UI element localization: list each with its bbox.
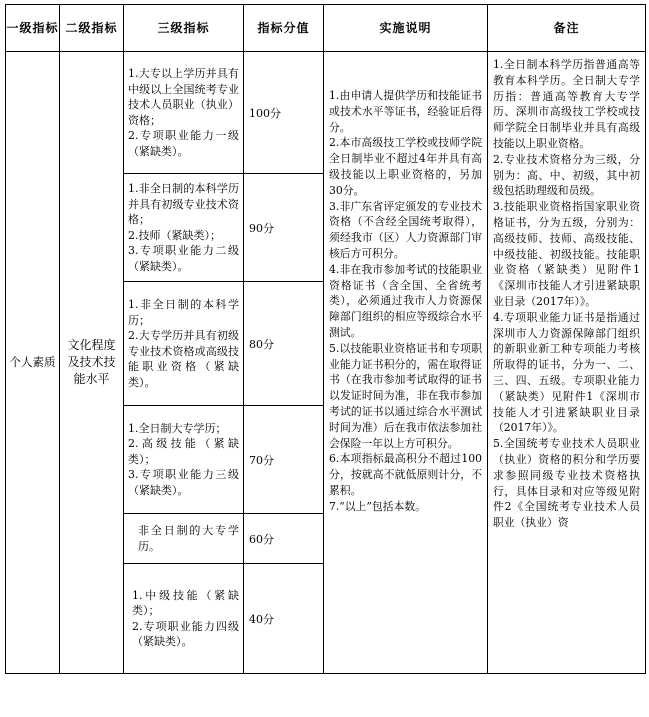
criteria-line: 1.非全日制的本科学历并具有初级专业技术资格； (128, 182, 239, 226)
remark-item: 4.专项职业能力证书是指通过深圳市人力资源保障部门组织的新职业新工种专项能力考核所取得的证书，分为一、二、三、四、五级。专项职业能力（紧缺类）见附件1《深圳市技能人才引进紧缺职业目录（2017年）》。 (493, 310, 640, 435)
score-cell: 40分 (244, 564, 324, 674)
criteria-line: 1.非全日制的本科学历； (128, 298, 239, 327)
note-item: 5.以技能职业资格证书和专项职业能力证书积分的，需在取得证书（在我市参加考试取得的证书以发证时间为准，非在我市参加考试的证书以通过综合水平测试时间为准）后在我市依法参加社会保险一年以上方可积分。 (329, 341, 482, 450)
score-cell: 70分 (244, 406, 324, 514)
criteria-line: 2.技师（紧缺类）； (128, 228, 221, 242)
note-item: 1.由申请人提供学历和技能证书或技术水平等证书，经验证后得分。 (329, 89, 482, 134)
score-cell: 60分 (244, 514, 324, 564)
score-cell: 100分 (244, 52, 324, 174)
header-level1: 一级指标 (6, 5, 60, 52)
header-level3: 三级指标 (124, 5, 244, 52)
header-score: 指标分值 (244, 5, 324, 52)
remarks-cell (488, 52, 646, 674)
header-row (6, 5, 646, 52)
note-item: 2.本市高级技工学校或技师学院全日制毕业不超过4年并具有高级技能以上职业资格的，另加30分。 (329, 136, 482, 197)
score-cell: 80分 (244, 282, 324, 406)
note-item: 7.“以上”包括本数。 (329, 499, 426, 513)
criteria-cell (124, 282, 244, 406)
remark-item: 3.技能职业资格指国家职业资格证书，分为五级，分别为：高级技师、技师、高级技能、中级技能、初级技能。技能职业资格（紧缺类）见附件1《深圳市技能人才引进紧缺职业目录（2017年）》。 (493, 200, 640, 308)
criteria-cell (124, 52, 244, 174)
criteria-cell (124, 174, 244, 282)
table-row (6, 52, 646, 174)
header-remarks: 备注 (488, 5, 646, 52)
criteria-line: 1.大专以上学历并具有中级以上全国统考专业技术人员职业（执业）资格； (128, 67, 239, 127)
points-criteria-table (5, 4, 646, 674)
criteria-cell (124, 564, 244, 674)
level1-cell: 个人素质 (6, 52, 60, 674)
criteria-line: 2.专项职业能力四级（紧缺类）。 (132, 619, 239, 648)
notes-cell (324, 52, 488, 674)
level2-cell: 文化程度及技术技能水平 (60, 52, 124, 674)
header-level2: 二级指标 (60, 5, 124, 52)
criteria-cell (124, 514, 244, 564)
criteria-line: 1.中级技能（紧缺类）； (132, 588, 239, 617)
criteria-line: 2.专项职业能力一级（紧缺类）。 (128, 129, 239, 158)
note-item: 6.本项指标最高积分不超过100分，按就高不就低原则计分，不累积。 (329, 452, 482, 497)
score-cell: 90分 (244, 174, 324, 282)
remark-item: 2.专业技术资格分为三级，分别为：高、中、初级，其中初级包括助理级和员级。 (493, 152, 640, 198)
remark-item: 5.全国统考专业技术人员职业（执业）资格的积分和学历要求参照同级专业技术资格执行，具体目录和对应等级见附件2《全国统考专业技术人员职业（执业）资 (493, 437, 640, 530)
criteria-line: 非全日制的大专学历。 (138, 524, 239, 553)
criteria-line: 1.全日制大专学历； (128, 421, 227, 435)
criteria-line: 2.高级技能（紧缺类）； (128, 437, 239, 466)
remark-item: 1.全日制本科学历指普通高等教育本科学历。全日制大专学历指：普通高等教育大专学历、深圳市高级技工学校或技师学院全日制毕业并具有高级技能以上职业资格。 (493, 58, 640, 150)
header-notes: 实施说明 (324, 5, 488, 52)
criteria-line: 3.专项职业能力二级（紧缺类）。 (128, 244, 239, 273)
criteria-line: 2.大专学历并具有初级专业技术资格或高级技能职业资格（紧缺类）。 (128, 329, 239, 389)
criteria-line: 3.专项职业能力三级（紧缺类）。 (128, 468, 239, 497)
note-item: 3.非广东省评定颁发的专业技术资格（不含经全国统考取得），须经我市（区）人力资源部门审核后方可积分。 (329, 199, 482, 260)
criteria-cell (124, 406, 244, 514)
note-item: 4.非在我市参加考试的技能职业资格证书（含全国、全省统考类），必须通过我市人力资源保障部门组织的相应等级综合水平测试。 (329, 262, 482, 339)
